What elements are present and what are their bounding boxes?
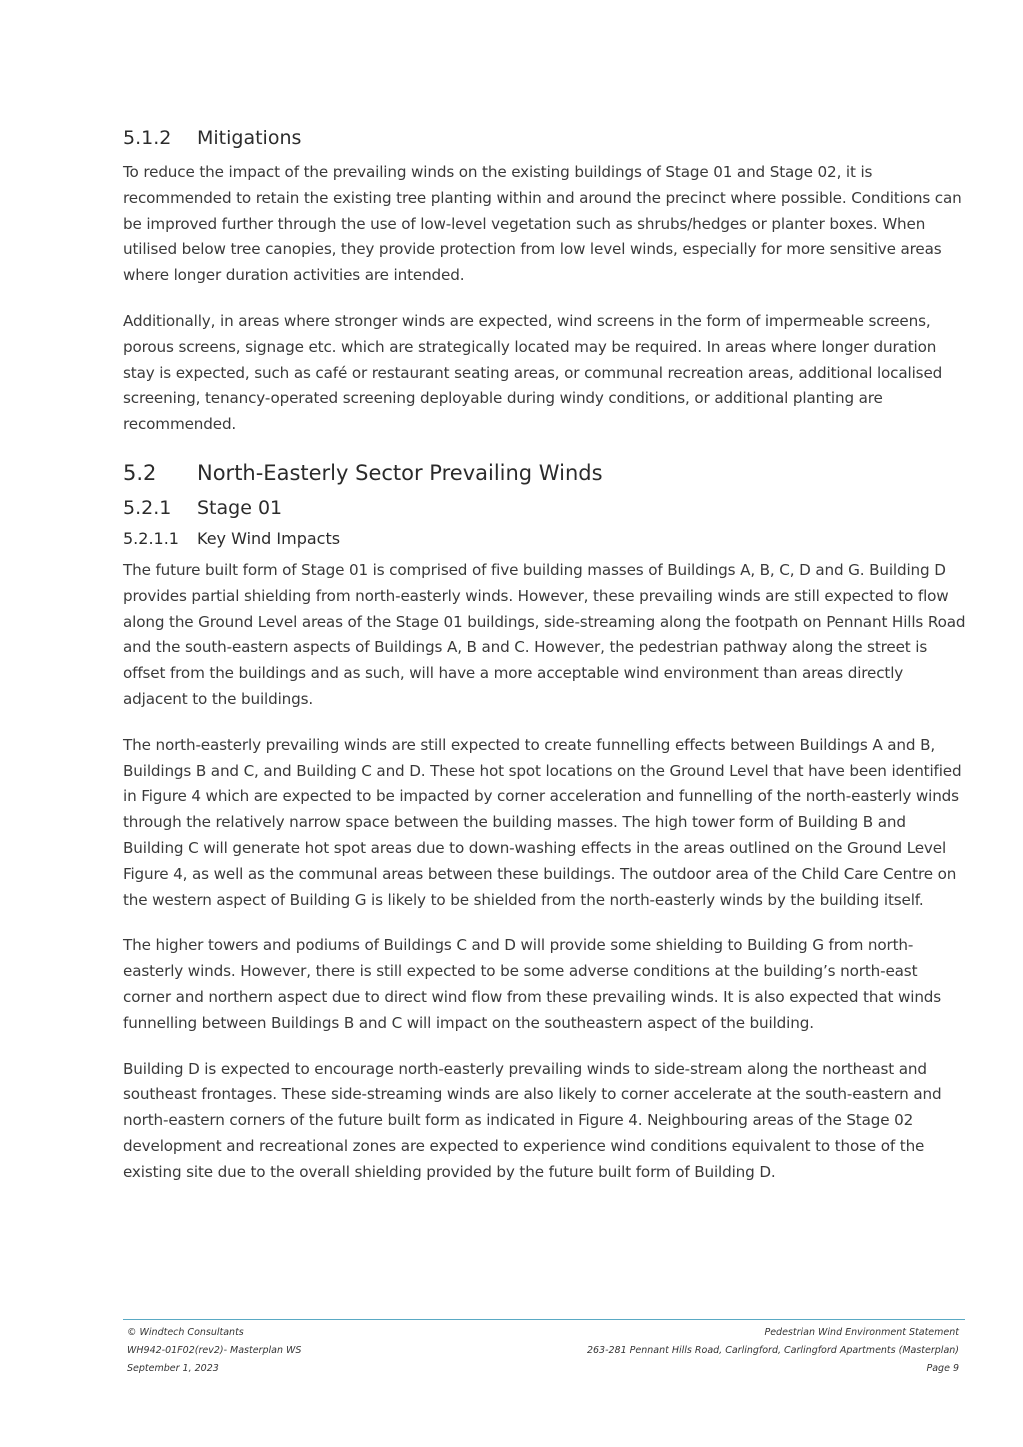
section-heading-5-2-1 — [123, 494, 968, 522]
footer-copyright: © Windtech Consultants — [127, 1327, 244, 1338]
paragraph-mitigations-2: Additionally, in areas where stronger winds are expected, wind screens in the form of impermeable screens, porous screens, signage etc. which are strategically located may be required. In areas where longer duration stay is expected, such as café or restaurant seating areas, or communal recreation areas, additional localised screening, tenancy-operated screening deployable during windy conditions, or additional planting are recommended. — [123, 311, 943, 434]
section-title: North-Easterly Sector Prevailing Winds — [197, 460, 603, 485]
section-heading-5-2 — [123, 458, 968, 488]
section-number: 5.2.1.1 — [123, 528, 179, 548]
section-title: Mitigations — [197, 127, 302, 149]
paragraph-mitigations-1: To reduce the impact of the prevailing winds on the existing buildings of Stage 01 and Stage 02, it is recommended to retain the existing tree planting within and around the precinct where possible. Conditions can be improved further through the use of low-level vegetation such as shrubs/hedges or planter boxes. When utilised below tree canopies, they provide protection from low level winds, especially for more sensitive areas where longer duration activities are intended. — [123, 163, 962, 285]
section-number: 5.1.2 — [123, 127, 172, 149]
paragraph-key-impacts-2: The north-easterly prevailing winds are still expected to create funnelling effects between Buildings A and B, Buildings B and C, and Building C and D. These hot spot locations on the Ground Level that have been identified in Figure 4 which are expected to be impacted by corner acceleration and funnelling of the north-easterly winds through the relatively narrow space between the building masses. The high tower form of Building B and Building C will generate hot spot areas due to down-washing effects in the areas outlined on the Ground Level Figure 4, as well as the communal areas between these buildings. The outdoor area of the Child Care Centre on the western aspect of Building G is likely to be shielded from the north-easterly winds by the building itself. — [123, 735, 962, 909]
section-heading-5-2-1-1 — [123, 526, 968, 552]
paragraph-key-impacts-3: The higher towers and podiums of Buildings C and D will provide some shielding to Building G from north-easterly winds. However, there is still expected to be some adverse conditions at the building’s north-east corner and northern aspect due to direct wind flow from these prevailing winds. It is also expected that winds funnelling between Buildings B and C will impact on the southeastern aspect of the building. — [123, 936, 942, 1032]
paragraph-key-impacts-4: Building D is expected to encourage north-easterly prevailing winds to side-stream along the northeast and southeast frontages. These side-streaming winds are also likely to corner accelerate at the south-eastern and north-eastern corners of the future built form as indicated in Figure 4. Neighbouring areas of the Stage 02 development and recreational zones are expected to experience wind conditions equivalent to those of the existing site due to the overall shielding provided by the future built form of Building D. — [123, 1059, 942, 1181]
footer-date: September 1, 2023 — [127, 1363, 219, 1374]
footer-divider — [123, 1319, 965, 1320]
footer-left — [127, 1324, 301, 1378]
page-content — [123, 124, 968, 1206]
footer-doc-ref: WH942-01F02(rev2)- Masterplan WS — [127, 1345, 302, 1356]
footer-right — [587, 1324, 959, 1378]
section-number: 5.2.1 — [123, 496, 172, 519]
section-number: 5.2 — [123, 460, 157, 485]
footer-doc-title: Pedestrian Wind Environment Statement — [764, 1327, 959, 1338]
section-title: Stage 01 — [197, 496, 283, 519]
paragraph-key-impacts-1: The future built form of Stage 01 is comprised of five building masses of Buildings A, B, C, D and G. Building D provides partial shielding from north-easterly winds. However, these prevailing winds are still expected to flow along the Ground Level areas of the Stage 01 buildings, side-streaming along the footpath on Pennant Hills Road and the south-eastern aspects of Buildings A, B and C. However, the pedestrian pathway along the street is offset from the buildings and as such, will have a more acceptable wind environment than areas directly adjacent to the buildings. — [123, 560, 966, 708]
footer-page-number: Page 9 — [926, 1363, 959, 1374]
section-title: Key Wind Impacts — [197, 528, 341, 548]
section-heading-5-1-2 — [123, 124, 968, 152]
footer-project: 263-281 Pennant Hills Road, Carlingford, Carlingford Apartments (Masterplan) — [586, 1345, 959, 1356]
